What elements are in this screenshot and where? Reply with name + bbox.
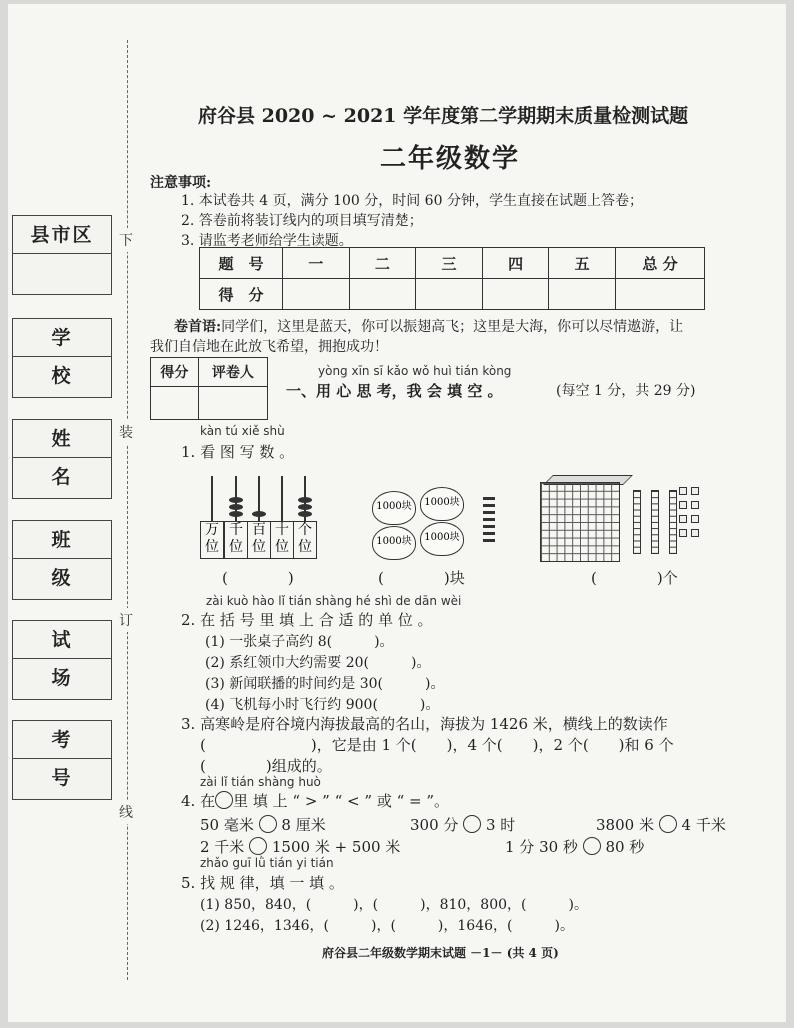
compare-circle[interactable] <box>259 815 277 833</box>
exam-room-label: 试 场 <box>13 621 111 659</box>
compare-item: 1 分 30 秒 80 秒 <box>505 838 645 856</box>
score-cell[interactable] <box>283 279 350 310</box>
score-header-cell: 二 <box>349 248 416 279</box>
preface <box>174 316 683 336</box>
compare-item: 2 千米 1500 米 + 500 米 <box>200 838 401 856</box>
notice-item: 3. 请监考老师给学生读题。 <box>181 233 353 249</box>
grader-score-cell[interactable] <box>151 387 199 420</box>
money-bag-icon: 1000块 <box>372 491 416 525</box>
compare-circle[interactable] <box>463 815 481 833</box>
compare-item: 3800 米 4 千米 <box>596 816 726 834</box>
q3-line: ( )组成的。 <box>200 757 332 775</box>
grader-score-label: 得分 <box>151 358 199 387</box>
brick-stack-icon <box>483 497 495 545</box>
score-header-cell: 题 号 <box>200 248 283 279</box>
binding-char: 订 <box>119 608 133 632</box>
q2-item: (1) 一张桌子高约 8( )。 <box>205 634 394 650</box>
compare-circle[interactable] <box>659 815 677 833</box>
preface-text: 我们自信地在此放飞希望，拥抱成功！ <box>150 339 388 355</box>
score-cell[interactable] <box>349 279 416 310</box>
exam-room-field[interactable] <box>12 620 112 700</box>
exam-number-field[interactable] <box>12 720 112 800</box>
thousand-cube-icon <box>540 482 620 562</box>
score-cell[interactable] <box>549 279 616 310</box>
money-bag-icon: 1000块 <box>372 526 416 560</box>
score-cell[interactable] <box>416 279 483 310</box>
score-header-cell: 三 <box>416 248 483 279</box>
ten-rod-icon <box>633 490 641 554</box>
q2-pinyin: zài kuò hào lǐ tián shàng hé shì de dān wèi <box>206 594 462 608</box>
q1-answer-money[interactable]: ( )块 <box>378 569 465 587</box>
q5-item: (2) 1246，1346，( )，( )，1646，( )。 <box>200 918 574 934</box>
binding-char: 下 <box>119 228 133 252</box>
circle-icon <box>215 791 233 809</box>
q4-title-end: 里 填 上 “ > ” “ < ” 或 “ = ”。 <box>233 792 450 810</box>
score-header-cell: 总 分 <box>616 248 705 279</box>
preface-label: 卷首语: <box>174 319 222 335</box>
grader-name-cell[interactable] <box>198 387 267 420</box>
q1-pinyin: kàn tú xiě shù <box>200 424 285 438</box>
q5-title: 5. 找 规 律，填 一 填 。 <box>181 874 344 892</box>
score-header-cell: 四 <box>482 248 549 279</box>
q4-title-start: 4. 在 <box>181 792 216 810</box>
q5-item: (1) 850，840，( )，( )，810，800，( )。 <box>200 897 588 913</box>
county-field[interactable] <box>12 215 112 295</box>
q4-title <box>181 790 449 811</box>
q2-item: (3) 新闻联播的时间约是 30( )。 <box>205 676 445 692</box>
exam-title: 府谷县 2020 ~ 2021 学年度第二学期期末质量检测试题 <box>198 105 689 127</box>
abacus-label: 千 位 <box>224 521 248 559</box>
county-label: 县市区 <box>13 216 111 254</box>
q1-title: 1. 看 图 写 数 。 <box>181 443 295 461</box>
preface-text: 同学们，这里是蓝天，你可以振翅高飞；这里是大海，你可以尽情遨游，让 <box>221 319 684 335</box>
abacus-label: 十 位 <box>270 521 294 559</box>
q1-answer-abacus[interactable]: ( ) <box>222 569 294 587</box>
name-label: 姓 名 <box>13 420 111 458</box>
exam-number-label: 考 号 <box>13 721 111 759</box>
q2-title: 2. 在 括 号 里 填 上 合 适 的 单 位 。 <box>181 611 433 629</box>
section1-title: 一、用 心 思 考，我 会 填 空 。 <box>286 382 503 400</box>
q5-pinyin: zhǎo guī lǜ tián yi tián <box>200 856 334 870</box>
money-bag-icon: 1000块 <box>420 487 464 521</box>
abacus-label: 个 位 <box>293 521 317 559</box>
q2-item: (2) 系红领巾大约需要 20( )。 <box>205 655 431 671</box>
compare-item: 300 分 3 时 <box>410 816 516 834</box>
q2-item: (4) 飞机每小时飞行约 900( )。 <box>205 697 440 713</box>
q3-line: ( )，它是由 1 个( )，4 个( )，2 个( )和 6 个 <box>200 736 674 754</box>
section1-pinyin: yòng xīn sī kǎo wǒ huì tián kòng <box>318 364 512 378</box>
q4-pinyin: zài lǐ tián shàng huò <box>200 775 321 789</box>
ten-rod-icon <box>669 490 677 554</box>
score-table <box>199 247 705 310</box>
score-cell[interactable] <box>482 279 549 310</box>
binding-line <box>127 40 128 980</box>
grader-table <box>150 357 268 420</box>
abacus-label: 百 位 <box>247 521 271 559</box>
class-label: 班 级 <box>13 521 111 559</box>
school-label: 学 校 <box>13 319 111 357</box>
notice-item: 1. 本试卷共 4 页，满分 100 分，时间 60 分钟，学生直接在试题上答卷； <box>181 193 643 209</box>
abacus-label: 万 位 <box>200 521 224 559</box>
compare-item: 50 毫米 8 厘米 <box>200 816 326 834</box>
score-row-label: 得 分 <box>200 279 283 310</box>
q1-answer-cubes[interactable]: ( )个 <box>591 569 678 587</box>
notice-item: 2. 答卷前将装订线内的项目填写清楚； <box>181 213 423 229</box>
compare-circle[interactable] <box>583 837 601 855</box>
money-bag-icon: 1000块 <box>420 522 464 556</box>
class-field[interactable] <box>12 520 112 600</box>
ten-rod-icon <box>651 490 659 554</box>
school-field[interactable] <box>12 318 112 398</box>
notice-heading: 注意事项: <box>150 175 212 191</box>
binding-char: 线 <box>119 800 133 824</box>
subject-title: 二年级数学 <box>380 144 521 174</box>
name-field[interactable] <box>12 419 112 499</box>
score-cell[interactable] <box>616 279 705 310</box>
score-header-cell: 一 <box>283 248 350 279</box>
grader-name-label: 评卷人 <box>198 358 267 387</box>
compare-circle[interactable] <box>249 837 267 855</box>
page-footer: 府谷县二年级数学期末试题 －1－ (共 4 页) <box>322 946 559 960</box>
q3-line: 3. 高寒岭是府谷境内海拔最高的名山，海拔为 1426 米，横线上的数读作 <box>181 715 668 733</box>
section1-score: (每空 1 分，共 29 分) <box>556 383 696 399</box>
binding-char: 装 <box>119 420 133 444</box>
score-header-cell: 五 <box>549 248 616 279</box>
